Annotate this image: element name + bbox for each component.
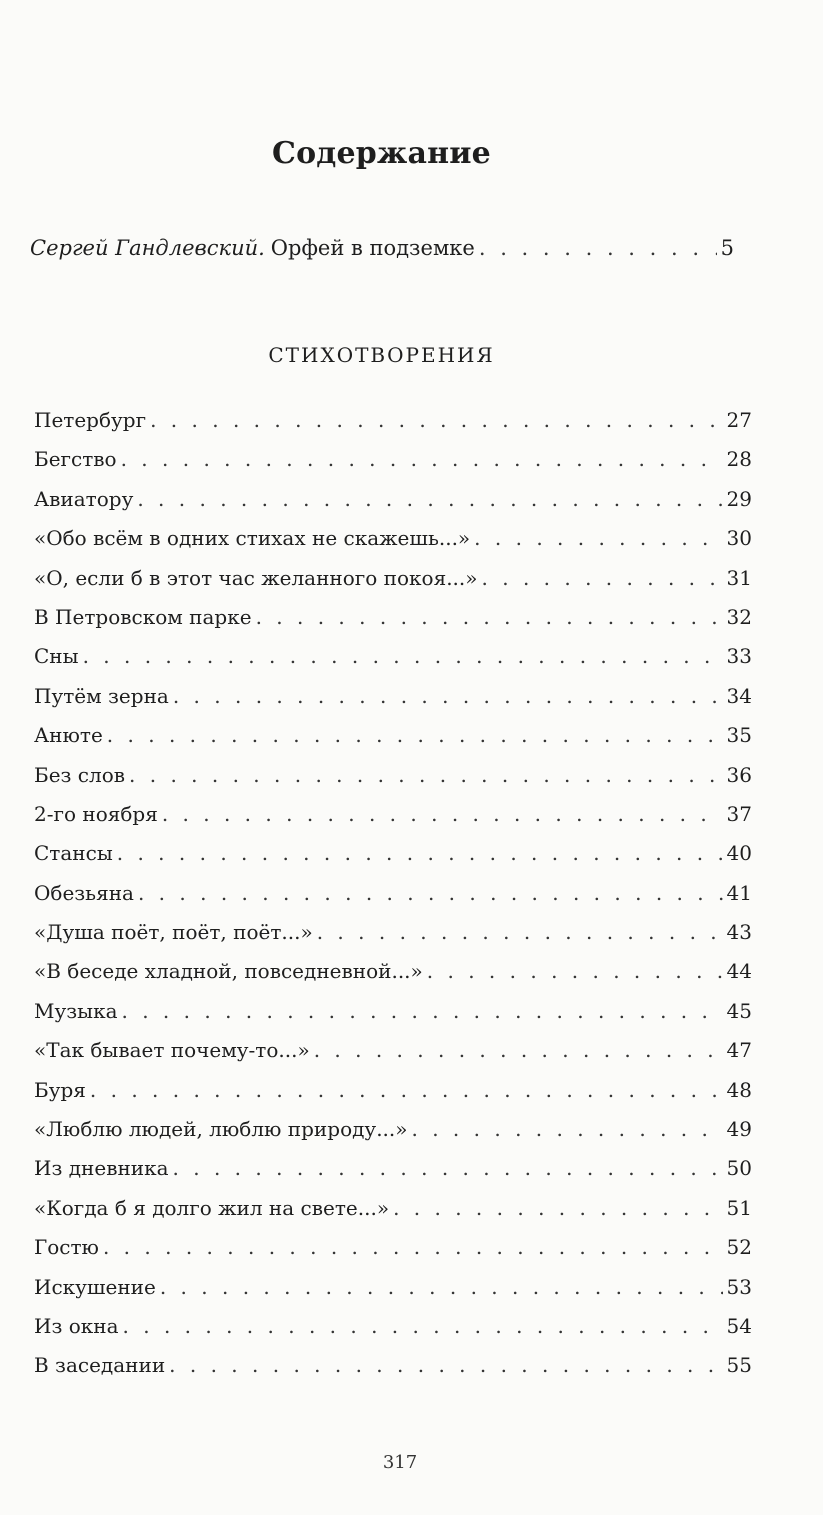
toc-entry-title: В заседании [34, 1353, 166, 1378]
toc-entry-title: «Обо всём в одних стихах не скажешь...» [34, 526, 471, 551]
dot-leader [479, 236, 717, 260]
toc-entry-page-number: 48 [726, 1077, 752, 1102]
dot-leader [256, 605, 723, 629]
toc-entry-title: Без слов [34, 762, 126, 787]
toc-entry-title: «О, если б в этот час желанного покоя...» [34, 565, 478, 590]
toc-entry [34, 684, 752, 723]
toc-entry [34, 644, 752, 683]
toc-entry-title: Сны [34, 644, 79, 669]
toc-entry-page-number: 49 [726, 1117, 752, 1142]
toc-entry [34, 881, 752, 920]
dot-leader [412, 1117, 723, 1141]
toc-entry-page-number: 53 [726, 1274, 752, 1299]
toc-entry-page-number: 44 [726, 959, 752, 984]
toc-entry-page-number: 45 [726, 998, 752, 1023]
dot-leader [137, 487, 722, 511]
dot-leader [150, 408, 722, 432]
toc-entry-page-number: 35 [726, 723, 752, 748]
toc-entry [34, 526, 752, 565]
toc-entry [34, 1235, 752, 1274]
toc-entry-page-number: 41 [726, 880, 752, 905]
toc-entry-title: Бегство [34, 447, 117, 472]
preface-page-number: 5 [720, 236, 734, 260]
toc-entry-title: 2-го ноября [34, 801, 158, 826]
toc-entry-title: «В беседе хладной, повседневной...» [34, 959, 423, 984]
toc-entry [34, 1196, 752, 1235]
toc-entry-page-number: 28 [726, 447, 752, 472]
toc-entry-page-number: 40 [726, 841, 752, 866]
dot-leader [169, 1353, 722, 1377]
page-folio: 317 [382, 1452, 418, 1473]
toc-entry [34, 408, 752, 447]
toc-entry-page-number: 30 [726, 526, 752, 551]
dot-leader [427, 959, 723, 983]
toc-entry-title: Из дневника [34, 1156, 169, 1181]
toc-entry-page-number: 54 [726, 1313, 752, 1338]
preface-entry [30, 236, 734, 260]
dot-leader [90, 1078, 723, 1102]
dot-leader [122, 999, 723, 1023]
toc-entry-title: Путём зерна [34, 683, 169, 708]
toc-entry-title: Искушение [34, 1274, 156, 1299]
dot-leader [83, 644, 723, 668]
dot-leader [103, 1235, 723, 1259]
toc-list [34, 408, 752, 1393]
page-title: Содержание [272, 136, 491, 171]
toc-entry-title: «Люблю людей, люблю природу...» [34, 1117, 408, 1142]
toc-entry [34, 802, 752, 841]
toc-entry-page-number: 32 [726, 604, 752, 629]
toc-entry-title: Стансы [34, 841, 113, 866]
toc-entry-title: «Так бывает почему-то...» [34, 1038, 310, 1063]
toc-entry-title: Анюте [34, 723, 103, 748]
dot-leader [474, 526, 722, 550]
toc-entry-page-number: 50 [726, 1156, 752, 1181]
toc-entry [34, 999, 752, 1038]
dot-leader [173, 684, 723, 708]
toc-entry [34, 959, 752, 998]
toc-entry [34, 1353, 752, 1392]
toc-entry-title: Авиатору [34, 486, 134, 511]
dot-leader [482, 566, 723, 590]
toc-entry-page-number: 51 [726, 1195, 752, 1220]
dot-leader [123, 1314, 723, 1338]
toc-entry [34, 920, 752, 959]
dot-leader [160, 1275, 723, 1299]
dot-leader [314, 1038, 723, 1062]
toc-entry [34, 1117, 752, 1156]
dot-leader [138, 881, 723, 905]
dot-leader [393, 1196, 722, 1220]
toc-entry [34, 447, 752, 486]
toc-entry [34, 763, 752, 802]
toc-entry [34, 487, 752, 526]
toc-entry-page-number: 37 [726, 801, 752, 826]
toc-entry-title: Обезьяна [34, 880, 134, 905]
toc-entry-page-number: 43 [726, 920, 752, 945]
toc-entry [34, 841, 752, 880]
preface-author: Сергей Гандлевский. [30, 236, 265, 260]
toc-entry-title: Из окна [34, 1313, 119, 1338]
preface-title: Орфей в подземке [270, 236, 475, 260]
toc-entry-page-number: 27 [726, 408, 752, 432]
dot-leader [107, 723, 723, 747]
toc-entry-page-number: 33 [726, 644, 752, 669]
toc-entry [34, 566, 752, 605]
toc-entry [34, 723, 752, 762]
dot-leader [129, 763, 723, 787]
toc-entry-title: Петербург [34, 408, 147, 432]
toc-entry [34, 1275, 752, 1314]
dot-leader [121, 447, 723, 471]
toc-entry-title: В Петровском парке [34, 604, 252, 629]
toc-entry [34, 1156, 752, 1195]
toc-entry-page-number: 34 [726, 683, 752, 708]
toc-entry-page-number: 36 [726, 762, 752, 787]
toc-entry-page-number: 31 [726, 565, 752, 590]
toc-entry-page-number: 52 [726, 1235, 752, 1260]
toc-entry-page-number: 55 [726, 1353, 752, 1378]
toc-entry [34, 1078, 752, 1117]
toc-entry-title: Музыка [34, 998, 118, 1023]
toc-entry-title: Буря [34, 1077, 86, 1102]
toc-entry [34, 1038, 752, 1077]
dot-leader [173, 1156, 723, 1180]
toc-entry-title: «Когда б я долго жил на свете...» [34, 1195, 390, 1220]
toc-entry [34, 605, 752, 644]
toc-entry [34, 1314, 752, 1353]
section-title: СТИХОТВОРЕНИЯ [268, 343, 495, 367]
toc-entry-page-number: 47 [726, 1038, 752, 1063]
toc-entry-title: «Душа поёт, поёт, поёт...» [34, 920, 313, 945]
toc-entry-page-number: 29 [726, 486, 752, 511]
dot-leader [162, 802, 723, 826]
dot-leader [317, 920, 723, 944]
dot-leader [117, 841, 723, 865]
toc-entry-title: Гостю [34, 1235, 99, 1260]
